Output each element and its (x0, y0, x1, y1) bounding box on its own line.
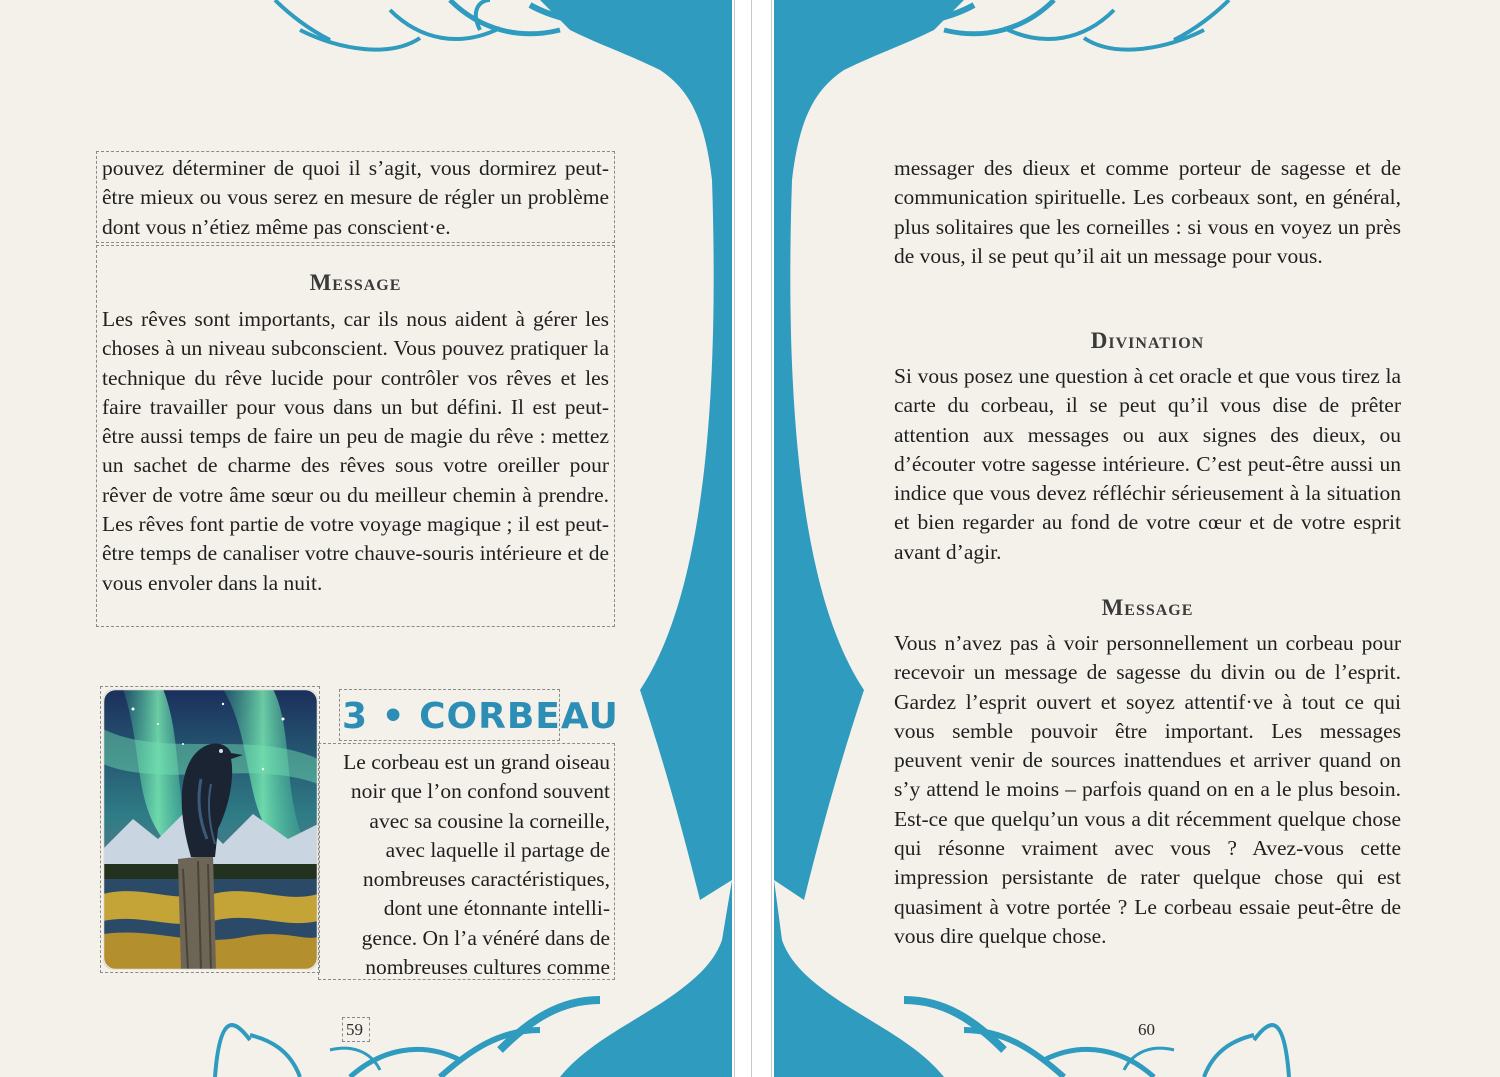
divination-heading: Divination (1090, 328, 1205, 353)
card-text-line: nombreuses caractéristiques, (362, 867, 610, 892)
left-message-heading: Message (309, 270, 402, 295)
right-page (774, 0, 1500, 1077)
left-page (0, 0, 732, 1077)
book-gutter (732, 0, 774, 1077)
card-text-line: Le corbeau est un grand oiseau (343, 750, 610, 774)
card-text-line: avec sa cousine la corneille, (369, 808, 610, 833)
card-text-line: dont une étonnante intelli- (383, 896, 610, 921)
card-title: 3 • CORBEAU (342, 696, 619, 737)
card-text-line: avec laquelle il partage de (385, 837, 610, 862)
page-number-right: 60 (1138, 1020, 1155, 1039)
page-number-left: 59 (346, 1020, 363, 1039)
left-intro-text: pouvez déterminer de quoi il s’agit, vous dormirez peut-être mieux ou vous serez en mesure de régler un problème dont vous n’étiez même pas conscient·e. (102, 156, 609, 239)
card-text-line: gence. On l’a vénéré dans de (361, 925, 610, 950)
right-message-text: Vous n’avez pas à voir personnellement un corbeau pour recevoir un message de sagesse du divin ou de l’esprit. Gardez l’esprit ouvert et soyez attentif·ve à tout ce qui vous semble pouvoir être important. Les messages peuvent venir de sources inattendues et arriver quand on s’y attend le moins – parfois quand on en a le plus besoin. Est-ce que quelqu’un vous a dit récemment quelque chose qui résonne vraiment avec vous ? Avez-vous cette impression persistante de rater quelque chose qui est quasiment à votre portée ? Le corbeau essaie peut-être de vous dire quelque chose. (894, 631, 1401, 948)
card-text-line: noir que l’on confond souvent (350, 779, 610, 804)
card-text (322, 748, 610, 982)
raven-card-image (103, 689, 318, 970)
card-text-line: nombreuses cultures comme (365, 955, 610, 980)
divination-text: Si vous posez une question à cet oracle et que vous tirez la carte du corbeau, il se peut qu’il vous dise de prêter attention aux messages ou aux signes des dieux, ou d’écouter votre sagesse intérieure. C’est peut-être aussi un indice que vous devez réfléchir sérieusement à la situation et bien regarder au fond de votre cœur et de votre esprit avant d’agir. (894, 364, 1401, 564)
left-message-text: Les rêves sont importants, car ils nous aident à gérer les choses à un niveau subconscient. Vous pouvez pratiquer la technique du rêve lucide pour contrôler vos rêves et les faire travailler pour vous dans un but défini. Il est peut-être aussi temps de faire un peu de magie du rêve : mettez un sachet de charme des rêves sous votre oreiller pour rêver de votre âme sœur ou du meilleur chemin à prendre. Les rêves font partie de votre voyage magique ; il est peut-être temps de canaliser votre chauve-souris intérieure et de vous envoler dans la nuit. (102, 307, 609, 595)
right-intro-text: messager des dieux et comme porteur de sagesse et de communication spirituelle. Les corbeaux sont, en général, plus solitaires que les corneilles : si vous en voyez un près de vous, il se peut qu’il ait un message pour vous. (894, 156, 1401, 268)
right-message-heading: Message (1101, 595, 1194, 620)
